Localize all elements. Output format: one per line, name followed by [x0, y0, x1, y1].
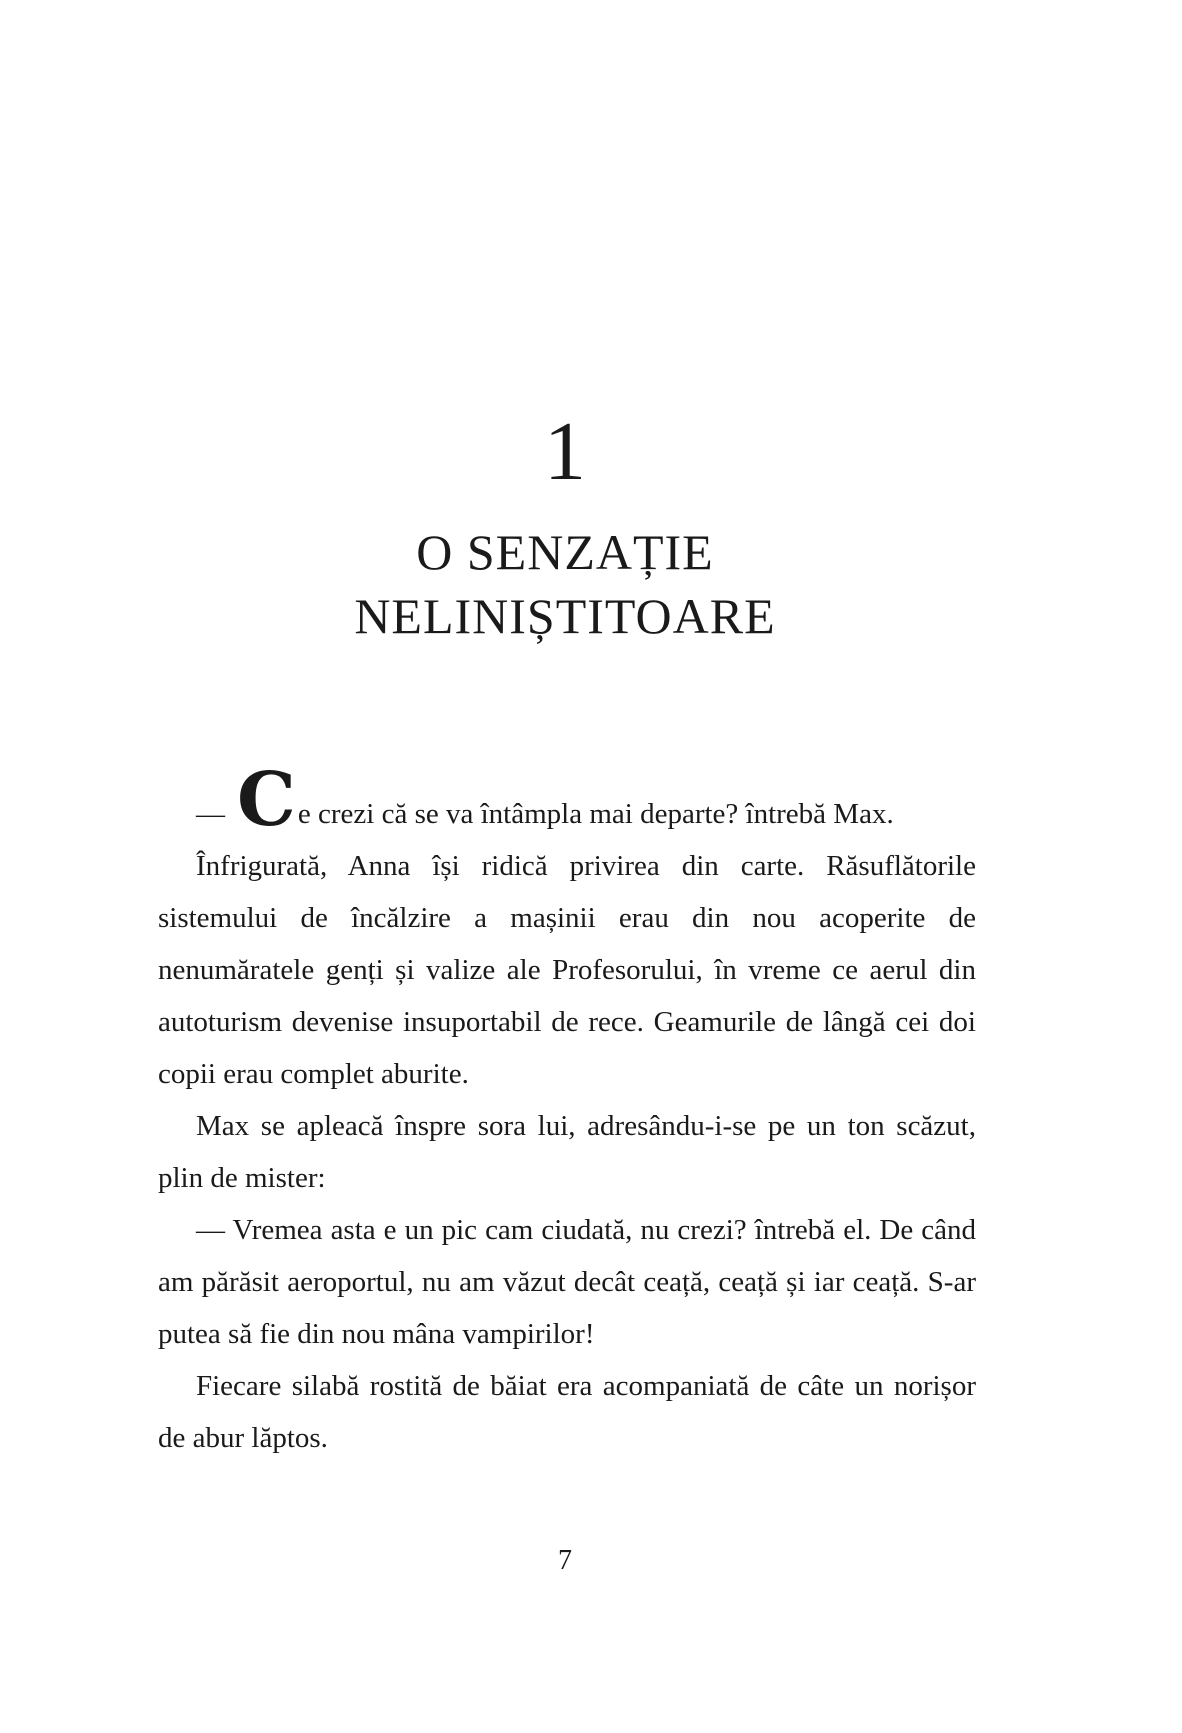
- paragraph-2: Înfrigurată, Anna își ridică privirea din carte. Răsuflătorile sistemului de încălzire a mașinii erau din nou acoperite de nenumăratele genți și valize ale Profesorului, în vreme ce aerul din autoturism devenise insuportabil de rece. Geamurile de lângă cei doi copii erau complet aburite.: [158, 850, 976, 1090]
- chapter-title-line-1: O SENZAȚIE: [416, 524, 714, 580]
- paragraph-5: Fiecare silabă rostită de băiat era acompaniată de câte un norișor de abur lăptos.: [158, 1370, 976, 1454]
- paragraph-1: [158, 757, 976, 843]
- chapter-title-line-2: NELINIȘTITOARE: [354, 588, 776, 644]
- paragraph-4: — Vremea asta e un pic cam ciudată, nu crezi? întrebă el. De când am părăsit aeroportul, nu am văzut decât ceață, ceață și iar ceață. S-ar putea să fie din nou mâna vampirilor!: [158, 1214, 976, 1350]
- chapter-body: [158, 757, 976, 1464]
- paragraph-1-text: e crezi că se va întâmpla mai departe? întrebă Max.: [297, 798, 894, 830]
- chapter-number: 1: [544, 405, 586, 498]
- page-number: 7: [558, 1545, 572, 1576]
- drop-cap-letter: C: [237, 757, 296, 843]
- chapter-title: [0, 520, 1130, 648]
- dialogue-dash: —: [196, 798, 225, 830]
- paragraph-3: Max se apleacă înspre sora lui, adresându-i-se pe un ton scăzut, plin de mister:: [158, 1110, 976, 1194]
